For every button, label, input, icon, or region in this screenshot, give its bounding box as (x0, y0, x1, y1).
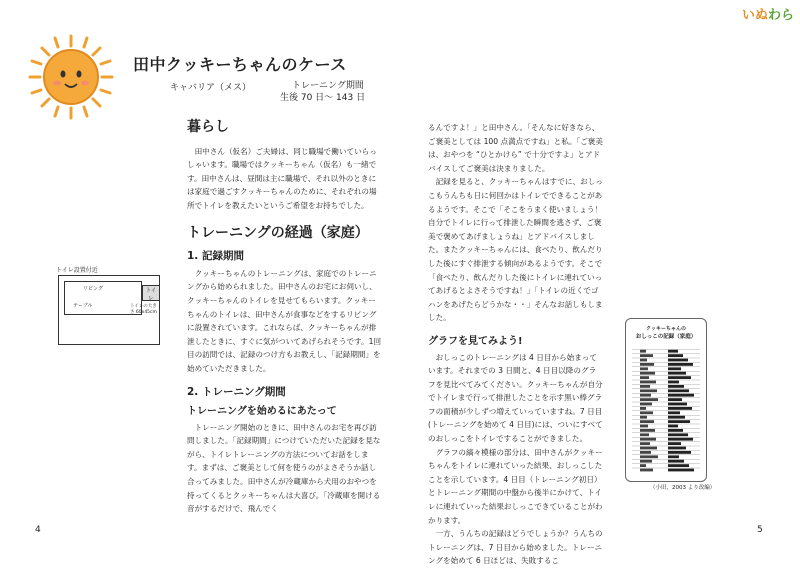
chart-bar-right (668, 438, 693, 441)
record-chart (625, 318, 707, 482)
record-chart-bars (630, 343, 702, 477)
chart-bar-right (668, 389, 689, 392)
subheading-graph: グラフを見てみよう! (428, 335, 603, 349)
paragraph-graph-2: グラフの縞々模様の部分は、田中さんがクッキーちゃんをトイレに連れていった結果、おしっこしたことを示しています。4 日目（トレーニング初日）とトレーニング期間の中盤から後半にかけて、トイレに連れていった結果おしっこできていることがわかります。 (428, 446, 603, 528)
section-heading-life: 暮らし (187, 121, 382, 135)
chart-bar-right (668, 416, 685, 419)
chart-bar-left (640, 363, 654, 366)
chart-title-line1: クッキーちゃんの (626, 325, 706, 332)
subheading-starting-training: トレーニングを始めるにあたって (187, 405, 382, 419)
section-heading-progress: トレーニングの経過（家庭） (187, 227, 382, 241)
chart-title-line2: おしっこの記録（家庭） (626, 332, 706, 340)
paragraph-graph-3: 一方、うんちの記録はどうでしょうか？うんちのトレーニングは、7 日目から始めました。トレーニングを始めて 6 日ほどは、失敗するこ (428, 527, 603, 568)
chart-bar-left (640, 442, 650, 445)
breed-label: キャバリア（メス） (170, 80, 251, 93)
chart-bar-left (640, 447, 657, 450)
chart-bar-left (640, 398, 658, 401)
paragraph-starting-training: トレーニング開始のときに、田中さんのお宅を再び訪問しました。「記録期間」につけていただいた記録を見ながら、トイレトレーニングの方法についてお話をします。まずは、ご褒美として何を使うのがよさそうか話し合ってみました。田中さんが冷蔵庫から犬用のおやつを持ってくるとクッキーちゃんは大喜び。「冷蔵庫を開ける音がするだけで、飛んでく (187, 421, 382, 516)
chart-bar-left (640, 403, 652, 406)
chart-bar-left (640, 350, 646, 353)
chart-bar-left (640, 425, 648, 428)
training-period (280, 80, 365, 104)
logo-part-1: いぬ (742, 8, 768, 23)
case-title: 田中クッキーちゃんのケース (133, 52, 347, 75)
chart-bar-right (668, 376, 691, 379)
chart-bar-left (640, 411, 653, 414)
chart-bar-right (668, 367, 681, 370)
right-column (428, 121, 603, 568)
chart-bar-right (668, 451, 691, 454)
chart-bar-right (668, 433, 688, 436)
chart-bar-left (640, 354, 653, 357)
site-logo (742, 4, 794, 23)
floor-plan-diagram (58, 275, 160, 345)
chart-bar-left (640, 469, 653, 472)
chart-bar-right (668, 394, 694, 397)
page-number-left: 4 (35, 525, 41, 535)
chart-bar-left (640, 455, 658, 458)
chart-bar-right (668, 354, 683, 357)
chart-bar-right (668, 447, 686, 450)
chart-bar-left (640, 420, 654, 423)
chart-bar-left (640, 429, 655, 432)
chart-bar-right (668, 442, 681, 445)
chart-bar-right (668, 425, 678, 428)
chart-bar-left (640, 372, 655, 375)
chart-bar-left (640, 451, 651, 454)
chart-caption: （小田，2003 より改編） (650, 483, 715, 491)
floor-plan-table-label: テーブル (73, 302, 93, 309)
chart-bar-left (640, 381, 656, 384)
floor-plan-living-label: リビング (83, 285, 103, 292)
training-period-label: トレーニング期間 (280, 80, 365, 92)
chart-bar-left (640, 385, 650, 388)
subheading-record-period: 1. 記録期間 (187, 250, 382, 264)
floor-plan-toilet: トイレ (142, 285, 160, 301)
chart-bar-right (668, 455, 679, 458)
page-number-right: 5 (757, 525, 763, 535)
paragraph-graph-1: おしっこのトレーニングは 4 日目から始まっています。それまでの 3 日間と、4 日目以降のグラフを見比べてみてください。クッキーちゃんが自分でトイレまで行って排泄したことを示す黒い棒グラフの面積が少しずつ増えていっていますね。7 日目(トレーニングを始めて 4 日目)には、ついにすべてのおしっこをトイレですることができました。 (428, 351, 603, 446)
chart-bar-left (640, 376, 649, 379)
chart-bar-right (668, 411, 680, 414)
chart-bar-right (668, 460, 684, 463)
chart-bar-right (668, 407, 692, 410)
chart-bar-left (640, 367, 648, 370)
paragraph-record-period: クッキーちゃんのトレーニングは、家庭でのトレーニングから始められました。田中さんのお宅にお伺いし、クッキーちゃんのトイレを見せてもらいます。クッキーちゃんのトイレは、田中さんが食事などをするリビングに設置されています。これならば、クッキーちゃんが排泄したときに、すぐに気がついてあげられそうです。1回目の訪問では、記録のつけ方もお教えし、「記録期間」を始めていただきました。 (187, 267, 382, 376)
chart-bar-right (668, 381, 679, 384)
chart-bar-right (668, 420, 690, 423)
chart-bar-right (668, 403, 687, 406)
training-period-value: 生後 70 日～ 143 日 (280, 92, 365, 104)
logo-part-2: わら (768, 8, 794, 23)
chart-bar-left (640, 416, 647, 419)
chart-bar-right (668, 429, 683, 432)
chart-bar-right (668, 359, 688, 362)
paragraph-life: 田中さん（仮名）ご夫婦は、同じ職場で働いていらっしゃいます。職場ではクッキーちゃん（仮名）も一緒です。田中さんは、昼間は主に職場で、それ以外のときには家庭で過ごすクッキーちゃんのために、それぞれの場所でトイレを教えたいというご希望をお持ちでした。 (187, 145, 382, 213)
sun-mascot-icon (28, 34, 114, 120)
chart-bar-right (668, 398, 682, 401)
left-column (187, 121, 382, 516)
chart-bar-left (640, 359, 647, 362)
chart-bar-right (668, 469, 694, 472)
chart-bar-left (640, 464, 646, 467)
subheading-training-period: 2. トレーニング期間 (187, 386, 382, 400)
paragraph-reward: るんですよ！」と田中さん。「そんなに好きなら、ご褒美としては 100 点満点ですね」と私。「ご褒美は、おやつを “ひとかけら” で十分ですよ」とアドバイスしてご褒美は決まりました。 (428, 121, 603, 175)
chart-bar-right (668, 350, 678, 353)
chart-bar-right (668, 363, 693, 366)
chart-bar-right (668, 385, 684, 388)
floor-plan-toilet-size: トイレの大きさ 60x45cm (130, 303, 158, 315)
paragraph-records: 記録を見ると、クッキーちゃんはすでに、おしっこもうんちも日に何回かはトイレでできることがあるようです。そこで「そこをうまく使いましょう！自分でトイレに行って排泄した瞬間を逃さず、ご褒美で褒めてあげましょうね」とアドバイスしました。またクッキーちゃんには、食べたり、飲んだりした後にすぐ排泄する傾向があるようです。そこで「食べたり、飲んだりした後にトイレに連れていってあげるとよさそうですね！」「トイレの近くでゴハンをあげたらどうかな・・」そんなお話しもしました。 (428, 175, 603, 325)
chart-bar-right (668, 464, 689, 467)
chart-bar-right (668, 372, 686, 375)
chart-bar-left (640, 389, 657, 392)
chart-bar-left (640, 407, 646, 410)
chart-bar-left (640, 438, 656, 441)
chart-bar-left (640, 460, 652, 463)
chart-bar-left (640, 394, 651, 397)
floor-plan-title: トイレ設置付近 (56, 265, 98, 274)
chart-bar-left (640, 433, 649, 436)
